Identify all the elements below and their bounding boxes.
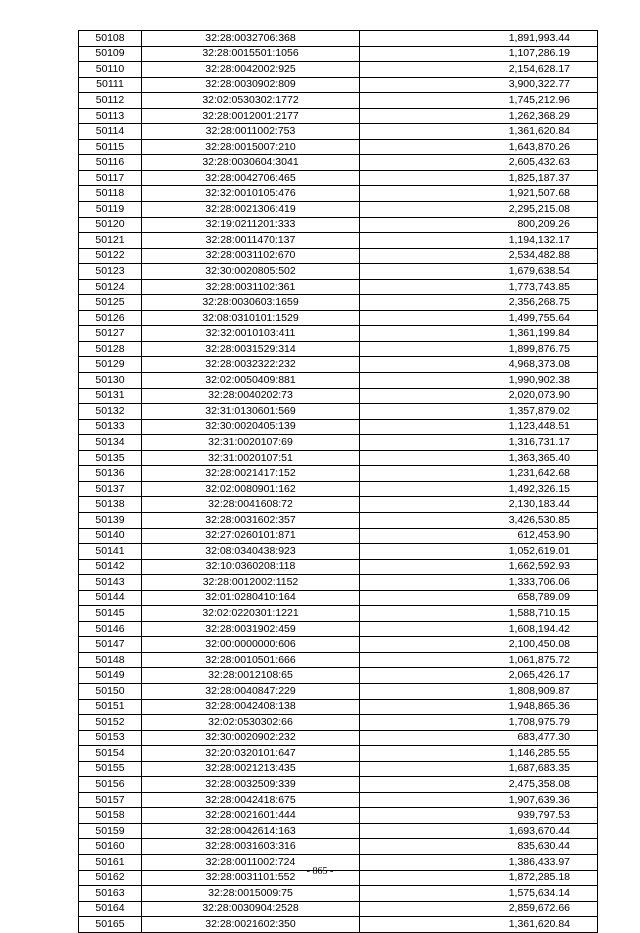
table-row [79, 683, 598, 699]
row-id-cell: 50163 [79, 886, 142, 902]
cadastral-number-cell: 32:28:0032509:339 [142, 777, 360, 793]
row-id-cell: 50113 [79, 108, 142, 124]
amount-cell: 3,900,322.77 [360, 77, 598, 93]
row-id-cell: 50128 [79, 341, 142, 357]
cadastral-number-cell: 32:28:0040202:73 [142, 388, 360, 404]
amount-cell: 1,745,212.96 [360, 93, 598, 109]
table-row [79, 823, 598, 839]
row-id-cell: 50149 [79, 668, 142, 684]
amount-cell: 800,209.26 [360, 217, 598, 233]
row-id-cell: 50157 [79, 792, 142, 808]
cadastral-number-cell: 32:28:0042706:465 [142, 170, 360, 186]
row-id-cell: 50121 [79, 233, 142, 249]
cadastral-number-cell: 32:28:0030603:1659 [142, 295, 360, 311]
amount-cell: 1,679,638.54 [360, 264, 598, 280]
cadastral-number-cell: 32:02:0220301:1221 [142, 606, 360, 622]
table-row [79, 715, 598, 731]
amount-cell: 2,065,426.17 [360, 668, 598, 684]
cadastral-number-cell: 32:28:0011002:724 [142, 854, 360, 870]
amount-cell: 1,194,132.17 [360, 233, 598, 249]
row-id-cell: 50132 [79, 404, 142, 420]
amount-cell: 683,477.30 [360, 730, 598, 746]
table-row [79, 481, 598, 497]
table-row [79, 108, 598, 124]
row-id-cell: 50153 [79, 730, 142, 746]
cadastral-number-cell: 32:28:0042614:163 [142, 823, 360, 839]
row-id-cell: 50145 [79, 606, 142, 622]
amount-cell: 1,386,433.97 [360, 854, 598, 870]
cadastral-number-cell: 32:28:0040847:229 [142, 683, 360, 699]
row-id-cell: 50138 [79, 497, 142, 513]
table-row [79, 699, 598, 715]
cadastral-number-cell: 32:31:0130601:569 [142, 404, 360, 420]
amount-cell: 1,316,731.17 [360, 435, 598, 451]
cadastral-number-cell: 32:31:0020107:69 [142, 435, 360, 451]
table-row [79, 357, 598, 373]
amount-cell: 1,948,865.36 [360, 699, 598, 715]
amount-cell: 835,630.44 [360, 839, 598, 855]
row-id-cell: 50137 [79, 481, 142, 497]
table-row [79, 435, 598, 451]
row-id-cell: 50126 [79, 310, 142, 326]
amount-cell: 1,363,365.40 [360, 450, 598, 466]
cadastral-number-cell: 32:30:0020405:139 [142, 419, 360, 435]
table-body [79, 31, 598, 933]
cadastral-number-cell: 32:08:0310101:1529 [142, 310, 360, 326]
cadastral-number-cell: 32:02:0050409:881 [142, 373, 360, 389]
amount-cell: 1,361,620.84 [360, 124, 598, 140]
cadastral-number-cell: 32:28:0030902:809 [142, 77, 360, 93]
row-id-cell: 50136 [79, 466, 142, 482]
row-id-cell: 50110 [79, 62, 142, 78]
cadastral-number-cell: 32:28:0015009:75 [142, 886, 360, 902]
table-row [79, 746, 598, 762]
amount-cell: 1,773,743.85 [360, 279, 598, 295]
row-id-cell: 50130 [79, 373, 142, 389]
amount-cell: 1,107,286.19 [360, 46, 598, 62]
cadastral-number-cell: 32:27:0260101:871 [142, 528, 360, 544]
row-id-cell: 50142 [79, 559, 142, 575]
table-row [79, 419, 598, 435]
row-id-cell: 50131 [79, 388, 142, 404]
row-id-cell: 50154 [79, 746, 142, 762]
row-id-cell: 50146 [79, 621, 142, 637]
row-id-cell: 50139 [79, 512, 142, 528]
table-row [79, 93, 598, 109]
table-row [79, 341, 598, 357]
amount-cell: 2,534,482.88 [360, 248, 598, 264]
table-row [79, 155, 598, 171]
table-row [79, 839, 598, 855]
table-row [79, 124, 598, 140]
row-id-cell: 50148 [79, 652, 142, 668]
cadastral-number-cell: 32:28:0021213:435 [142, 761, 360, 777]
amount-cell: 1,907,639.36 [360, 792, 598, 808]
amount-cell: 1,588,710.15 [360, 606, 598, 622]
amount-cell: 2,100,450.08 [360, 637, 598, 653]
row-id-cell: 50151 [79, 699, 142, 715]
row-id-cell: 50155 [79, 761, 142, 777]
row-id-cell: 50119 [79, 202, 142, 218]
cadastral-number-cell: 32:28:0015501:1056 [142, 46, 360, 62]
cadastral-number-cell: 32:28:0010501:666 [142, 652, 360, 668]
row-id-cell: 50108 [79, 31, 142, 47]
table-row [79, 46, 598, 62]
table-row [79, 202, 598, 218]
amount-cell: 1,499,755.64 [360, 310, 598, 326]
row-id-cell: 50133 [79, 419, 142, 435]
row-id-cell: 50115 [79, 139, 142, 155]
table-row [79, 77, 598, 93]
amount-cell: 4,968,373.08 [360, 357, 598, 373]
row-id-cell: 50129 [79, 357, 142, 373]
amount-cell: 1,357,879.02 [360, 404, 598, 420]
row-id-cell: 50141 [79, 544, 142, 560]
amount-cell: 1,123,448.51 [360, 419, 598, 435]
amount-cell: 1,990,902.38 [360, 373, 598, 389]
cadastral-number-cell: 32:28:0012108:65 [142, 668, 360, 684]
table-row [79, 217, 598, 233]
table-row [79, 466, 598, 482]
amount-cell: 658,789.09 [360, 590, 598, 606]
cadastral-number-cell: 32:20:0320101:647 [142, 746, 360, 762]
row-id-cell: 50135 [79, 450, 142, 466]
row-id-cell: 50144 [79, 590, 142, 606]
table-row [79, 901, 598, 917]
table-row [79, 279, 598, 295]
table-row [79, 170, 598, 186]
table-row [79, 668, 598, 684]
amount-cell: 2,475,358.08 [360, 777, 598, 793]
row-id-cell: 50123 [79, 264, 142, 280]
row-id-cell: 50111 [79, 77, 142, 93]
row-id-cell: 50122 [79, 248, 142, 264]
table-row [79, 528, 598, 544]
amount-cell: 1,808,909.87 [360, 683, 598, 699]
amount-cell: 1,687,683.35 [360, 761, 598, 777]
cadastral-number-cell: 32:02:0530302:1772 [142, 93, 360, 109]
cadastral-number-cell: 32:28:0012002:1152 [142, 575, 360, 591]
row-id-cell: 50165 [79, 917, 142, 933]
table-row [79, 590, 598, 606]
cadastral-number-cell: 32:28:0021306:419 [142, 202, 360, 218]
table-row [79, 326, 598, 342]
row-id-cell: 50124 [79, 279, 142, 295]
row-id-cell: 50147 [79, 637, 142, 653]
amount-cell: 1,333,706.06 [360, 575, 598, 591]
cadastral-number-cell: 32:28:0031603:316 [142, 839, 360, 855]
amount-cell: 1,708,975.79 [360, 715, 598, 731]
table-row [79, 512, 598, 528]
cadastral-number-cell: 32:28:0031102:670 [142, 248, 360, 264]
cadastral-number-cell: 32:10:0360208:118 [142, 559, 360, 575]
row-id-cell: 50150 [79, 683, 142, 699]
cadastral-number-cell: 32:02:0530302:66 [142, 715, 360, 731]
cadastral-number-cell: 32:28:0032706:368 [142, 31, 360, 47]
table-row [79, 497, 598, 513]
amount-cell: 2,859,672.66 [360, 901, 598, 917]
cadastral-number-cell: 32:28:0041608:72 [142, 497, 360, 513]
row-id-cell: 50125 [79, 295, 142, 311]
amount-cell: 1,825,187.37 [360, 170, 598, 186]
cadastral-number-cell: 32:28:0030904:2528 [142, 901, 360, 917]
table-row [79, 637, 598, 653]
table-row [79, 808, 598, 824]
table-row [79, 139, 598, 155]
table-row [79, 450, 598, 466]
cadastral-number-cell: 32:28:0021417:152 [142, 466, 360, 482]
table-row [79, 248, 598, 264]
amount-cell: 1,231,642.68 [360, 466, 598, 482]
table-row [79, 31, 598, 47]
amount-cell: 1,899,876.75 [360, 341, 598, 357]
amount-cell: 2,356,268.75 [360, 295, 598, 311]
amount-cell: 2,605,432.63 [360, 155, 598, 171]
row-id-cell: 50118 [79, 186, 142, 202]
table-row [79, 373, 598, 389]
row-id-cell: 50161 [79, 854, 142, 870]
row-id-cell: 50134 [79, 435, 142, 451]
cadastral-number-cell: 32:28:0011002:753 [142, 124, 360, 140]
cadastral-number-cell: 32:32:0010103:411 [142, 326, 360, 342]
table-row [79, 559, 598, 575]
amount-cell: 1,662,592.93 [360, 559, 598, 575]
cadastral-number-cell: 32:28:0021602:350 [142, 917, 360, 933]
amount-cell: 1,608,194.42 [360, 621, 598, 637]
page-number: - 865 - [306, 866, 334, 877]
amount-cell: 1,872,285.18 [360, 870, 598, 886]
row-id-cell: 50152 [79, 715, 142, 731]
row-id-cell: 50140 [79, 528, 142, 544]
cadastral-number-cell: 32:02:0080901:162 [142, 481, 360, 497]
table-row [79, 295, 598, 311]
table-row [79, 730, 598, 746]
amount-cell: 1,361,199.84 [360, 326, 598, 342]
cadastral-number-cell: 32:28:0042408:138 [142, 699, 360, 715]
amount-cell: 1,361,620.84 [360, 917, 598, 933]
cadastral-number-cell: 32:30:0020805:502 [142, 264, 360, 280]
amount-cell: 3,426,530.85 [360, 512, 598, 528]
amount-cell: 1,575,634.14 [360, 886, 598, 902]
table-row [79, 606, 598, 622]
table-row [79, 761, 598, 777]
cadastral-number-cell: 32:28:0031102:361 [142, 279, 360, 295]
cadastral-number-cell: 32:28:0032322:232 [142, 357, 360, 373]
cadastral-number-cell: 32:30:0020902:232 [142, 730, 360, 746]
amount-cell: 2,154,628.17 [360, 62, 598, 78]
cadastral-number-cell: 32:01:0280410:164 [142, 590, 360, 606]
cadastral-number-cell: 32:28:0031529:314 [142, 341, 360, 357]
table-row [79, 388, 598, 404]
amount-cell: 1,052,619.01 [360, 544, 598, 560]
amount-cell: 2,295,215.08 [360, 202, 598, 218]
row-id-cell: 50117 [79, 170, 142, 186]
row-id-cell: 50164 [79, 901, 142, 917]
cadastral-number-cell: 32:28:0012001:2177 [142, 108, 360, 124]
table-row [79, 186, 598, 202]
cadastral-number-cell: 32:32:0010105:476 [142, 186, 360, 202]
row-id-cell: 50162 [79, 870, 142, 886]
row-id-cell: 50160 [79, 839, 142, 855]
data-table [78, 30, 598, 933]
table-row [79, 917, 598, 933]
cadastral-number-cell: 32:28:0015007:210 [142, 139, 360, 155]
row-id-cell: 50120 [79, 217, 142, 233]
amount-cell: 2,130,183.44 [360, 497, 598, 513]
cadastral-number-cell: 32:28:0031902:459 [142, 621, 360, 637]
cadastral-number-cell: 32:28:0042418:675 [142, 792, 360, 808]
amount-cell: 1,643,870.26 [360, 139, 598, 155]
row-id-cell: 50112 [79, 93, 142, 109]
cadastral-number-cell: 32:28:0030604:3041 [142, 155, 360, 171]
cadastral-number-cell: 32:19:0211201:333 [142, 217, 360, 233]
amount-cell: 1,921,507.68 [360, 186, 598, 202]
cadastral-number-cell: 32:31:0020107:51 [142, 450, 360, 466]
table-row [79, 404, 598, 420]
row-id-cell: 50156 [79, 777, 142, 793]
cadastral-number-cell: 32:28:0031101:552 [142, 870, 360, 886]
amount-cell: 1,693,670.44 [360, 823, 598, 839]
table-row [79, 233, 598, 249]
table-row [79, 310, 598, 326]
row-id-cell: 50116 [79, 155, 142, 171]
table-row [79, 621, 598, 637]
cadastral-number-cell: 32:28:0042002:925 [142, 62, 360, 78]
table-row [79, 886, 598, 902]
row-id-cell: 50127 [79, 326, 142, 342]
cadastral-number-cell: 32:28:0031602:357 [142, 512, 360, 528]
row-id-cell: 50159 [79, 823, 142, 839]
amount-cell: 1,262,368.29 [360, 108, 598, 124]
amount-cell: 1,146,285.55 [360, 746, 598, 762]
cadastral-number-cell: 32:28:0011470:137 [142, 233, 360, 249]
table-row [79, 575, 598, 591]
cadastral-number-cell: 32:08:0340438:923 [142, 544, 360, 560]
row-id-cell: 50109 [79, 46, 142, 62]
row-id-cell: 50158 [79, 808, 142, 824]
cadastral-number-cell: 32:00:0000000:606 [142, 637, 360, 653]
amount-cell: 612,453.90 [360, 528, 598, 544]
table-row [79, 62, 598, 78]
amount-cell: 1,061,875.72 [360, 652, 598, 668]
table-row [79, 264, 598, 280]
amount-cell: 1,891,993.44 [360, 31, 598, 47]
row-id-cell: 50114 [79, 124, 142, 140]
table-row [79, 777, 598, 793]
amount-cell: 2,020,073.90 [360, 388, 598, 404]
row-id-cell: 50143 [79, 575, 142, 591]
table-row [79, 792, 598, 808]
amount-cell: 1,492,326.15 [360, 481, 598, 497]
cadastral-number-cell: 32:28:0021601:444 [142, 808, 360, 824]
amount-cell: 939,797.53 [360, 808, 598, 824]
table-row [79, 544, 598, 560]
table-row [79, 652, 598, 668]
